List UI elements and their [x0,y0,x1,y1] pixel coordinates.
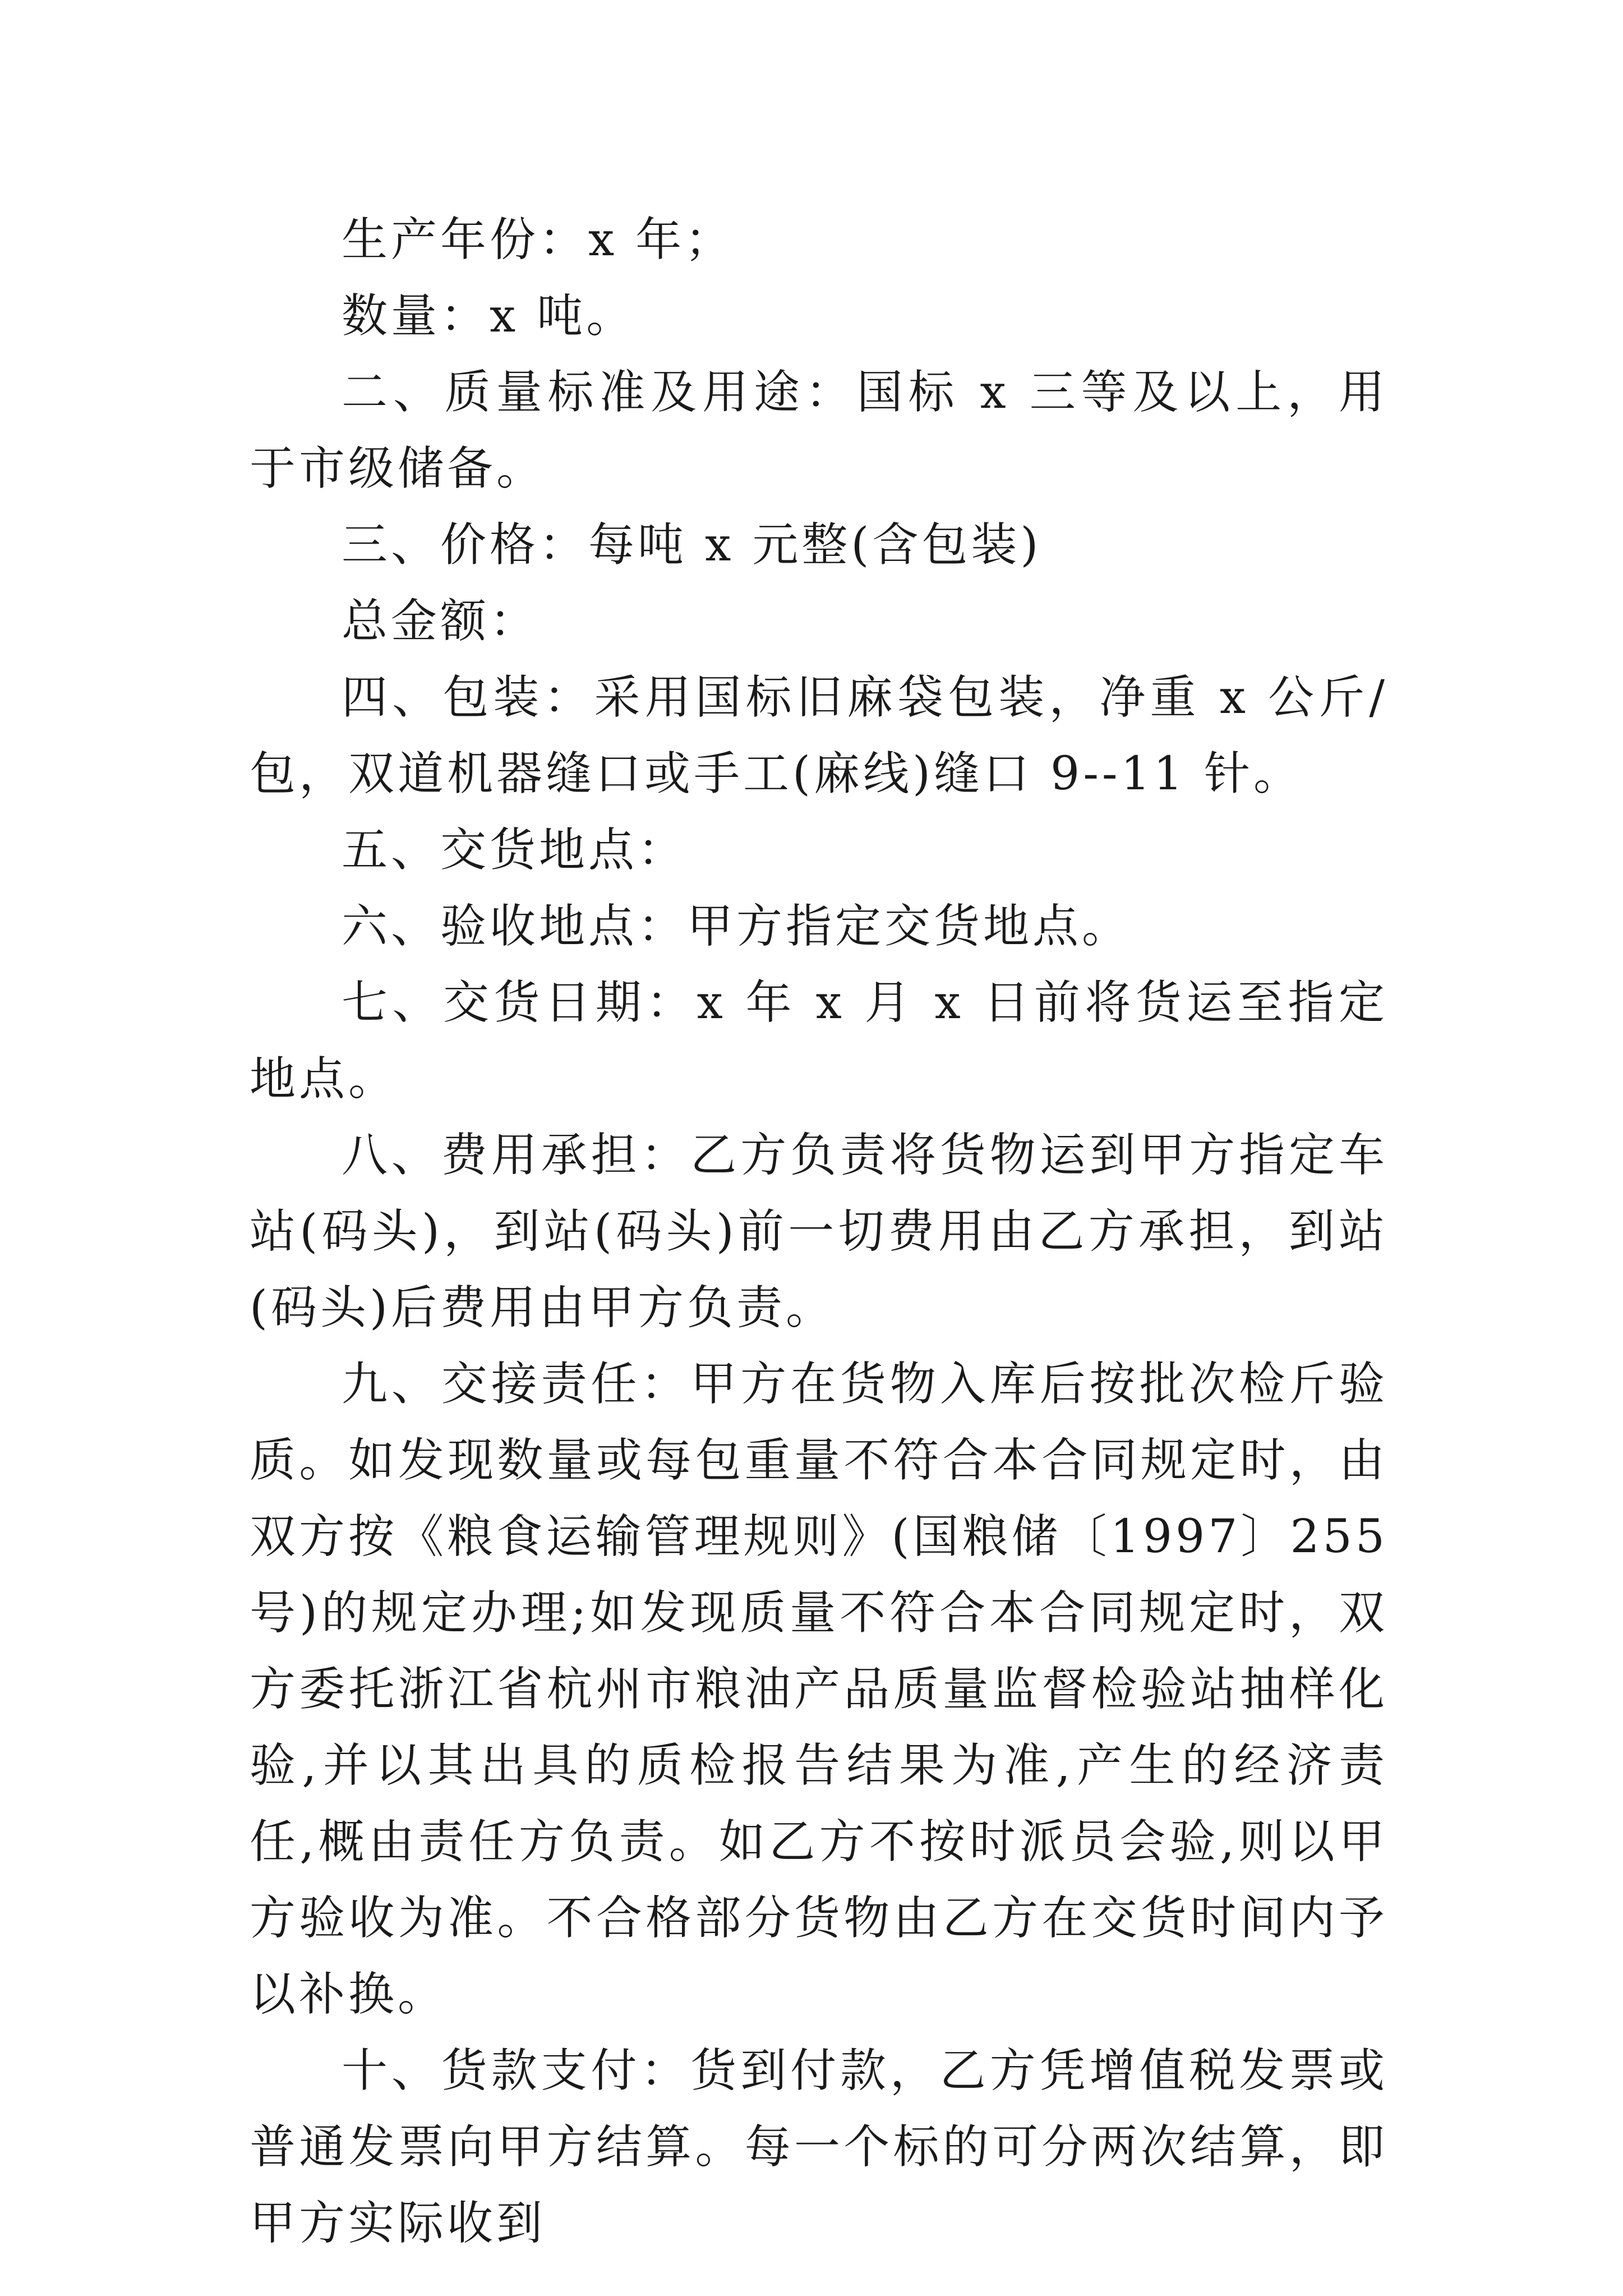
paragraph-quality-standard: 二、质量标准及用途：国标 x 三等及以上，用于市级储备。 [250,366,1388,495]
paragraph-delivery-location: 五、交货地点： [342,823,688,877]
paragraph-price: 三、价格：每吨 x 元整(含包装) [342,518,1042,572]
paragraph-delivery-date: 七、交货日期：x 年 x 月 x 日前将货运至指定地点。 [250,976,1388,1106]
paragraph-inspection-location: 六、验收地点：甲方指定交货地点。 [342,900,1132,953]
paragraph-total-amount: 总金额： [342,595,540,648]
paragraph-packaging: 四、包装：采用国标旧麻袋包装，净重 x 公斤/包，双道机器缝口或手工(麻线)缝口 9--11 针。 [250,671,1388,800]
paragraph-production-year: 生产年份：x 年； [342,213,735,266]
paragraph-quantity: 数量：x 吨。 [342,289,636,343]
document-body [250,202,1388,2262]
paragraph-handover-responsibility: 九、交接责任：甲方在货物入库后按批次检斤验质。如发现数量或每包重量不符合本合同规定时，由双方按《粮食运输管理规则》(国粮储〔1997〕255 号)的规定办理;如发现质量不符合本合同规定时，双方委托浙江省杭州市粮油产品质量监督检验站抽样化验,并以其出具的质检报告结果为准,产生的经济责任,概由责任方负责。如乙方不按时派员会验,则以甲方验收为准。不合格部分货物由乙方在交货时间内予以补换。 [250,1358,1388,2021]
paragraph-payment: 十、货款支付：货到付款，乙方凭增值税发票或普通发票向甲方结算。每一个标的可分两次结算，即甲方实际收到 [250,2044,1388,2250]
paragraph-cost-bearing: 八、费用承担：乙方负责将货物运到甲方指定车站(码头)，到站(码头)前一切费用由乙方承担，到站(码头)后费用由甲方负责。 [250,1129,1388,1335]
